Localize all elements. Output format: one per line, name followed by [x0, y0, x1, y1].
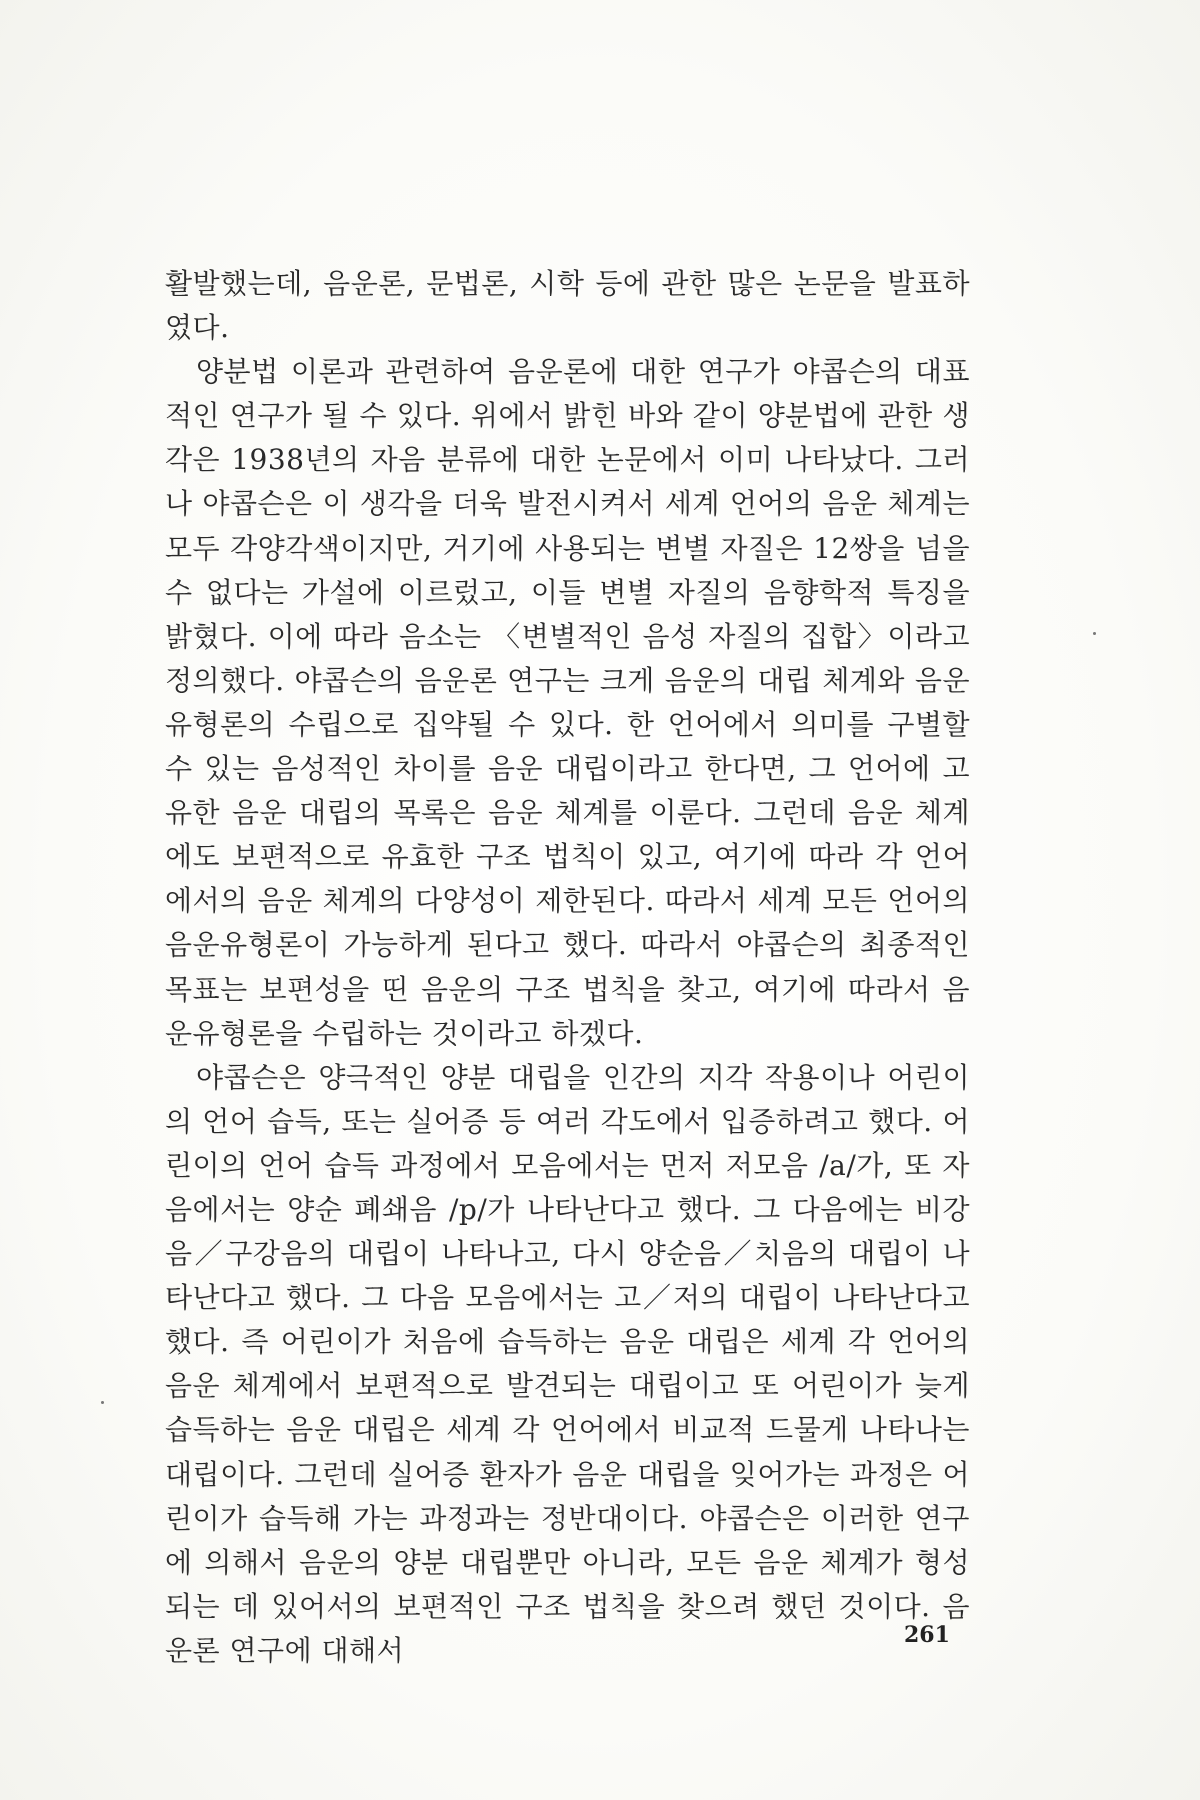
scan-speck	[1093, 632, 1096, 635]
paragraph-continuation: 활발했는데, 음운론, 문법론, 시학 등에 관한 많은 논문을 발표하였다.	[165, 267, 970, 345]
scan-speck	[101, 1401, 104, 1404]
paragraph-phonology: 양분법 이론과 관련하여 음운론에 대한 연구가 야콥슨의 대표적인 연구가 될 수 있다. 위에서 밝힌 바와 같이 양분법에 관한 생각은 1938년의 자음 분류에 대한 논문에서 이미 나타났다. 그러나 야콥슨은 이 생각을 더욱 발전시켜서 세계 언어의 음운 체계는 모두 각양각색이지만, 거기에 사용되는 변별 자질은 12쌍을 넘을 수 없다는 가설에 이르렀고, 이들 변별 자질의 음향학적 특징을 밝혔다. 이에 따라 음소는 〈변별적인 음성 자질의 집합〉이라고 정의했다. 야콥슨의 음운론 연구는 크게 음운의 대립 체계와 음운유형론의 수립으로 집약될 수 있다. 한 언어에서 의미를 구별할 수 있는 음성적인 차이를 음운 대립이라고 한다면, 그 언어에 고유한 음운 대립의 목록은 음운 체계를 이룬다. 그런데 음운 체계에도 보편적으로 유효한 구조 법칙이 있고, 여기에 따라 각 언어에서의 음운 체계의 다양성이 제한된다. 따라서 세계 모든 언어의 음운유형론이 가능하게 된다고 했다. 따라서 야콥슨의 최종적인 목표는 보편성을 띤 음운의 구조 법칙을 찾고, 여기에 따라서 음운유형론을 수립하는 것이라고 하겠다.	[165, 355, 970, 1050]
paragraph-binary-opposition: 야콥슨은 양극적인 양분 대립을 인간의 지각 작용이나 어린이의 언어 습득, 또는 실어증 등 여러 각도에서 입증하려고 했다. 어린이의 언어 습득 과정에서 모음에서는 먼저 저모음 /a/가, 또 자음에서는 양순 폐쇄음 /p/가 나타난다고 했다. 그 다음에는 비강음／구강음의 대립이 나타나고, 다시 양순음／치음의 대립이 나타난다고 했다. 그 다음 모음에서는 고／저의 대립이 나타난다고 했다. 즉 어린이가 처음에 습득하는 음운 대립은 세계 각 언어의 음운 체계에서 보편적으로 발견되는 대립이고 또 어린이가 늦게 습득하는 음운 대립은 세계 각 언어에서 비교적 드물게 나타나는 대립이다. 그런데 실어증 환자가 음운 대립을 잊어가는 과정은 어린이가 습득해 가는 과정과는 정반대이다. 야콥슨은 이러한 연구에 의해서 음운의 양분 대립뿐만 아니라, 모든 음운 체계가 형성되는 데 있어서의 보편적인 구조 법칙을 찾으려 했던 것이다. 음운론 연구에 대해서	[165, 1060, 970, 1667]
page-number: 261	[904, 1622, 950, 1648]
body-text	[165, 262, 970, 1673]
